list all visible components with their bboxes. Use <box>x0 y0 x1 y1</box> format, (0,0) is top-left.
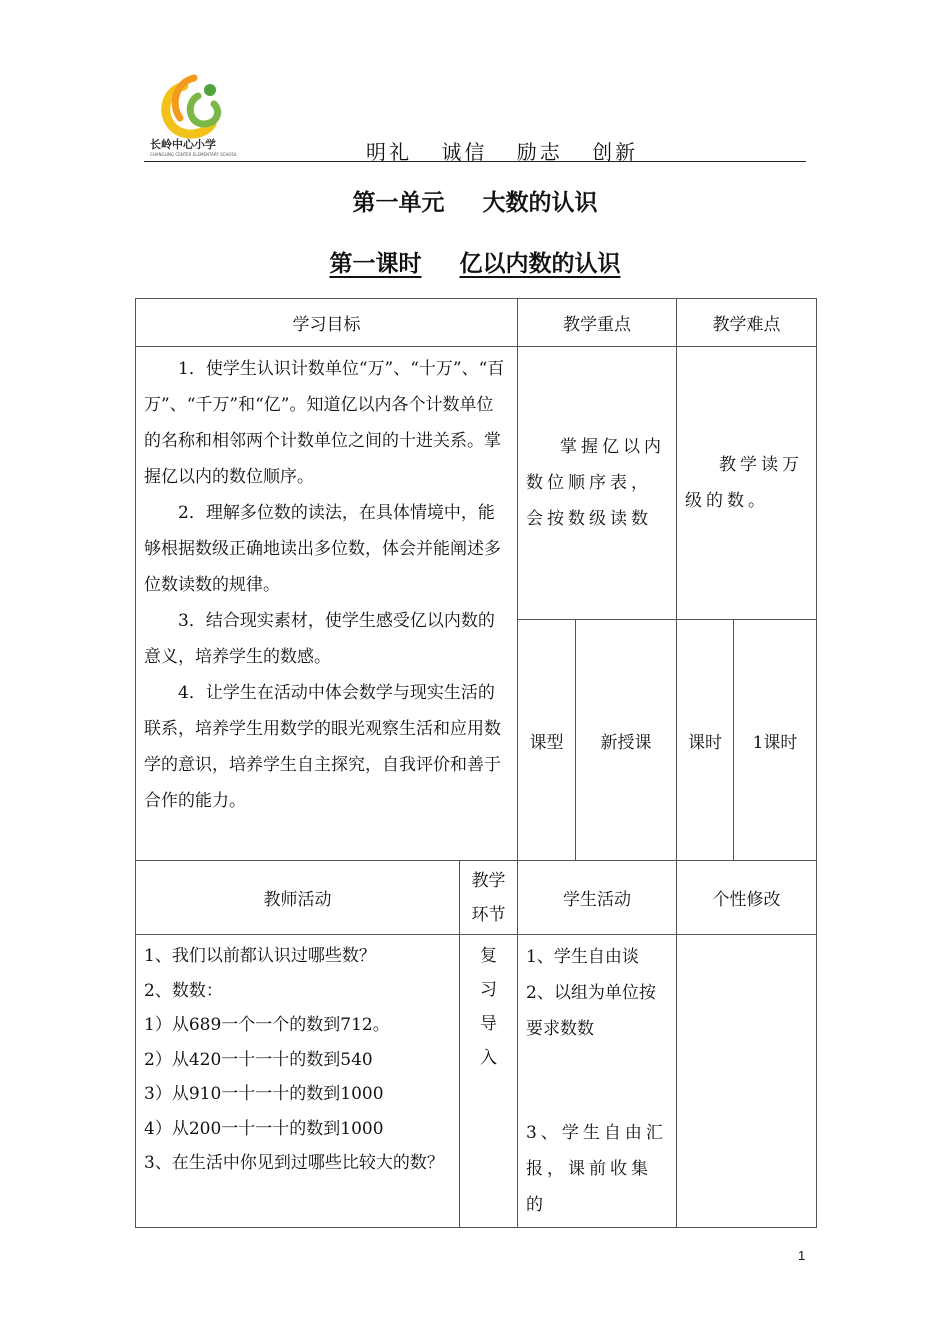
lesson-plan-table <box>135 298 817 1228</box>
logo-school-english: CHANGLING CENTER ELEMENTARY SCHOOL <box>150 152 237 157</box>
teacher-activity-line: 2）从420一十一十的数到540 <box>144 1049 373 1070</box>
goal-item: 1．使学生认识计数单位“万”、“十万”、“百万”、“千万”和“亿”。知道亿以内各个计数单位的名称和相邻两个计数单位之间的十进关系。掌握亿以内的数位顺序。 <box>144 359 505 487</box>
goal-item: 2．理解多位数的读法，在具体情境中，能够根据数级正确地读出多位数，体会并能阐述多位数读数的规律。 <box>144 503 501 595</box>
unit-number: 第一单元 <box>352 190 445 216</box>
header-key-points: 教学重点 <box>518 299 677 347</box>
personal-edit-cell[interactable] <box>677 935 817 1228</box>
motto-word: 创新 <box>592 140 639 164</box>
motto-word: 诚信 <box>441 140 488 164</box>
hours-value: 1课时 <box>734 620 817 861</box>
school-logo <box>144 68 260 158</box>
student-activities-cell <box>518 935 677 1228</box>
teacher-activity-line: 4）从200一十一十的数到1000 <box>144 1118 384 1139</box>
goal-item: 3．结合现实素材，使学生感受亿以内数的意义，培养学生的数感。 <box>144 611 495 667</box>
header-stage: 教学环节 <box>460 861 518 935</box>
unit-title <box>0 184 950 217</box>
lesson-title <box>0 245 950 278</box>
lesson-number: 第一课时 <box>329 251 422 277</box>
teacher-activities-cell <box>136 935 460 1228</box>
stage-cell <box>460 935 518 1228</box>
unit-name: 大数的认识 <box>482 190 598 216</box>
teacher-activity-line: 1）从689一个一个的数到712。 <box>144 1015 390 1035</box>
student-activity-line: 2、以组为单位按要求数数 <box>526 983 656 1039</box>
header-teacher-activity: 教师活动 <box>136 861 460 935</box>
difficulties-text: 教学读万级的数。 <box>685 455 803 511</box>
stage-value: 复习导入 <box>480 946 497 1068</box>
difficulties-cell <box>677 347 817 620</box>
logo-school-name: 长岭中心小学 <box>150 138 216 151</box>
lesson-type-label: 课型 <box>518 620 576 861</box>
lesson-name: 亿以内数的认识 <box>459 251 621 277</box>
student-activity-line: 3、学生自由汇报，课前收集的 <box>526 1123 667 1215</box>
header-divider <box>144 161 806 162</box>
page-number: 1 <box>798 1248 806 1263</box>
lesson-type-value: 新授课 <box>576 620 677 861</box>
motto-word: 励志 <box>516 140 563 164</box>
key-points-cell <box>518 347 677 620</box>
hours-label: 课时 <box>677 620 734 861</box>
header-goals: 学习目标 <box>136 299 518 347</box>
header-personal-edit: 个性修改 <box>677 861 817 935</box>
student-activity-line: 1、学生自由谈 <box>526 947 639 967</box>
goal-item: 4．让学生在活动中体会数学与现实生活的联系，培养学生用数学的眼光观察生活和应用数学的意识，培养学生自主探究，自我评价和善于合作的能力。 <box>144 683 501 811</box>
motto-word: 明礼 <box>366 140 412 164</box>
teacher-activity-line: 3、在生活中你见到过哪些比较大的数？ <box>144 1153 444 1173</box>
key-points-text: 掌握亿以内数位顺序表，会按数级读数 <box>526 437 665 529</box>
goals-cell <box>136 347 518 861</box>
teacher-activity-line: 1、我们以前都认识过哪些数？ <box>144 946 376 966</box>
header-difficulties: 教学难点 <box>677 299 817 347</box>
teacher-activity-line: 3）从910一十一十的数到1000 <box>144 1084 384 1104</box>
header-student-activity: 学生活动 <box>518 861 677 935</box>
teacher-activity-line: 2、数数： <box>144 980 223 1001</box>
